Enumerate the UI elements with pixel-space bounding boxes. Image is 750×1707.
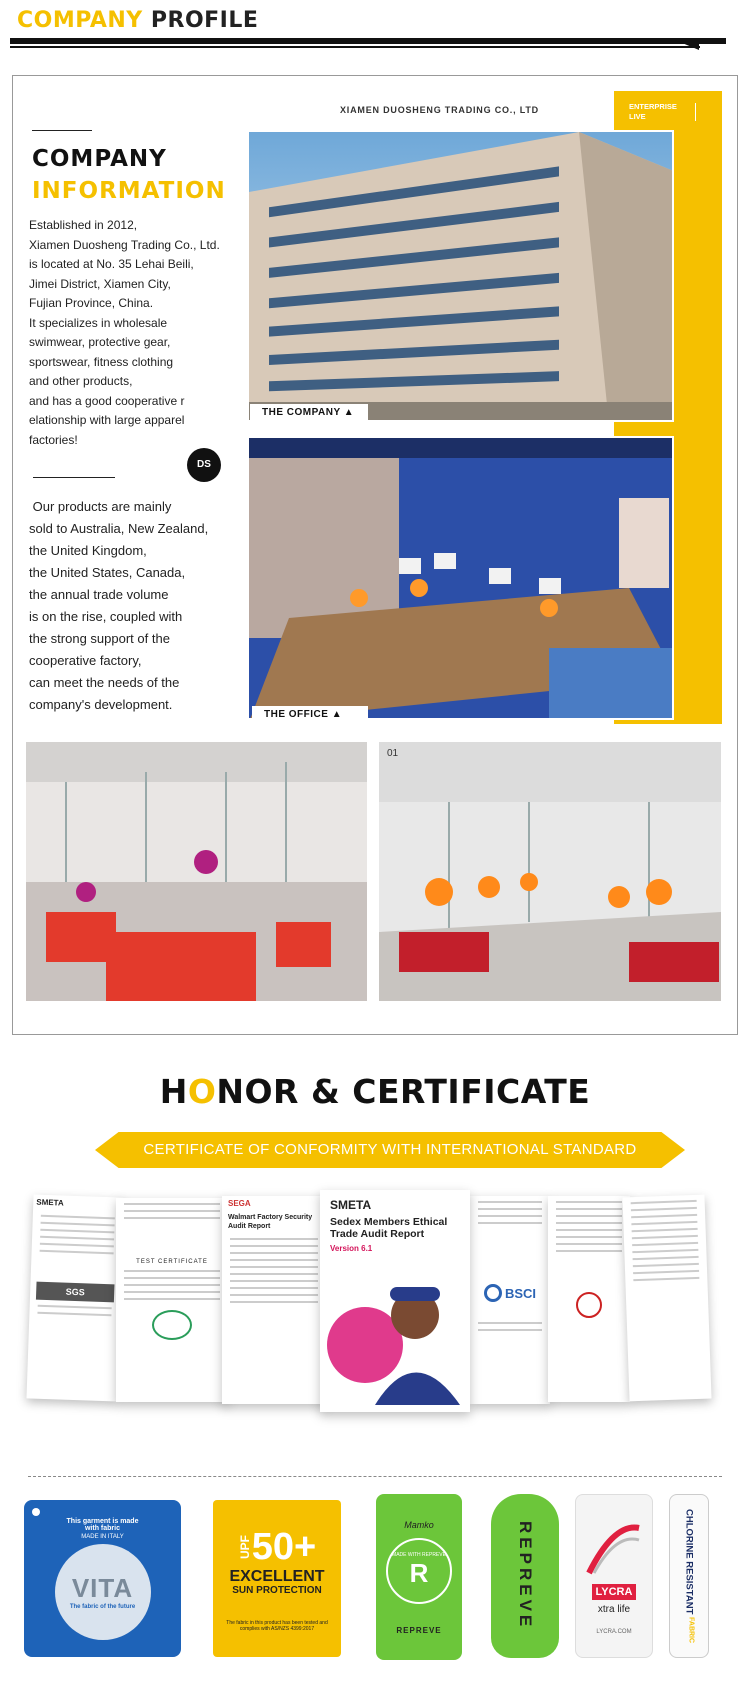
vita-top-text: This garment is made with fabric	[66, 1517, 139, 1532]
para1-line: swimwear, protective gear,	[29, 335, 171, 349]
cert-bsci-label: BSCI	[504, 1285, 537, 1301]
tag-chlorine	[669, 1494, 709, 1658]
lycra-url: LYCRA.COM	[596, 1628, 632, 1635]
divider-top	[32, 130, 92, 131]
para1-line: Jimei District, Xiamen City,	[29, 276, 171, 291]
certificate-sgs	[26, 1194, 123, 1401]
tag-repreve	[376, 1494, 462, 1660]
para1-line: elationship with large apparel	[29, 413, 185, 427]
bottle-text: REPREVE	[516, 1521, 535, 1631]
cert-green-seal	[152, 1310, 192, 1340]
certificate-smeta	[320, 1190, 470, 1412]
para2-line: the United States, Canada,	[29, 565, 186, 580]
enterprise-line2: LIVE	[629, 112, 646, 121]
page-header-title	[17, 8, 258, 33]
company-description	[29, 216, 229, 450]
chlorine-line1: CHLORINE RESISTANT	[683, 1509, 695, 1615]
para1-line: Established in 2012,	[29, 218, 138, 232]
divider-mid	[33, 477, 115, 478]
repreve-ring-text: MADE WITH REPREVE	[392, 1552, 446, 1558]
vita-name: VITA	[71, 1573, 134, 1603]
bsci-icon	[484, 1284, 502, 1302]
cert-bsci-mark	[470, 1284, 550, 1302]
chlorine-text	[684, 1509, 695, 1642]
lycra-sub: xtra life	[597, 1603, 631, 1615]
lycra-brand: LYCRA	[592, 1584, 637, 1600]
upf-sun-protection: SUN PROTECTION	[232, 1584, 322, 1596]
header-rule	[10, 38, 726, 44]
caption-the-company: THE COMPANY ▲	[250, 404, 368, 421]
certificate-walmart	[222, 1196, 326, 1404]
vita-sub: The fabric of the future	[69, 1604, 136, 1610]
para2-line: is on the rise, coupled with	[29, 609, 183, 624]
para1-line: Fujian Province, China.	[29, 296, 154, 310]
header-title-rest: PROFILE	[142, 8, 259, 33]
para2-line: Our products are mainly	[29, 499, 172, 514]
honor-title-rest: NOR & CERTIFICATE	[216, 1072, 591, 1111]
upf-excellent: EXCELLENT	[229, 1567, 325, 1585]
tag-upf	[213, 1500, 341, 1657]
photo-office	[247, 436, 674, 720]
company-markets	[29, 496, 234, 716]
para1-line: It specializes in wholesale	[29, 315, 168, 330]
cert-smeta-logo: SMETA	[330, 1198, 372, 1212]
para1-line: factories!	[29, 432, 78, 447]
company-name: XIAMEN DUOSHENG TRADING CO., LTD	[340, 105, 539, 115]
repreve-bottom: REPREVE	[396, 1625, 442, 1635]
photo-company-building	[247, 130, 674, 422]
header-title-accent: COMPANY	[17, 8, 143, 33]
cert-walmart-title: Walmart Factory Security Audit Report	[228, 1214, 313, 1230]
cert-red-seal	[576, 1292, 602, 1318]
para2-line: the annual trade volume	[29, 587, 169, 602]
repreve-letter: R	[409, 1558, 429, 1588]
photo-factory-2	[379, 742, 721, 1001]
vita-circle-logo	[55, 1544, 151, 1640]
certificate-last	[622, 1195, 711, 1402]
header-rule-thin	[10, 46, 700, 48]
repreve-circle	[386, 1538, 452, 1604]
upf-heading	[238, 1526, 316, 1569]
para2-line: company's development.	[29, 697, 173, 712]
para2-line: the strong support of the	[29, 631, 170, 646]
building-illustration	[249, 132, 674, 422]
caption-the-office: THE OFFICE ▲	[252, 706, 368, 723]
enterprise-divider	[695, 103, 696, 121]
ds-logo: DS	[187, 448, 221, 482]
honor-title	[0, 1072, 750, 1111]
para1-line: and has a good cooperative r	[29, 393, 185, 408]
para2-line: the United Kingdom,	[29, 543, 147, 558]
tag-hole	[32, 1508, 40, 1516]
para1-line: Xiamen Duosheng Trading Co., Ltd.	[29, 237, 220, 252]
honor-title-o: O	[187, 1072, 217, 1111]
certificate-test	[116, 1198, 228, 1402]
upf-label: UPF	[237, 1535, 252, 1559]
para1-line: is located at No. 35 Lehai Beili,	[29, 257, 194, 271]
cert-smeta-small: SMETA	[36, 1197, 64, 1208]
cert-smeta-version: Version 6.1	[330, 1244, 373, 1253]
company-info-heading-2: INFORMATION	[32, 178, 226, 204]
section-divider-dashed	[28, 1476, 722, 1477]
photo-factory-1	[26, 742, 367, 1001]
cert-sega-logo: SEGA	[228, 1199, 251, 1208]
upf-fine-print: The fabric in this product has been tested and complies with AS/NZS 4399:2017	[226, 1619, 328, 1632]
tag-lycra	[575, 1494, 653, 1658]
company-info-heading-1: COMPANY	[32, 146, 167, 172]
tag-bottle	[491, 1494, 559, 1658]
cert-sgs-label: SGS	[36, 1282, 115, 1303]
cert-smeta-title: Sedex Members Ethical Trade Audit Report	[330, 1216, 448, 1240]
para2-line: cooperative factory,	[29, 653, 142, 668]
header-notch	[675, 40, 699, 50]
vita-made-text: MADE IN ITALY	[81, 1533, 124, 1540]
certificate-bsci	[470, 1196, 550, 1404]
enterprise-label	[629, 102, 677, 122]
certificate-banner-text: CERTIFICATE OF CONFORMITY WITH INTERNATIONAL STANDARD	[143, 1141, 637, 1158]
lycra-swoosh-icon	[584, 1518, 644, 1578]
certificate-cnas	[548, 1196, 630, 1402]
factory-illustration-1	[26, 742, 367, 1001]
honor-title-h: H	[159, 1072, 188, 1111]
chlorine-line2: FABRIC	[687, 1616, 695, 1643]
para2-line: sold to Australia, New Zealand,	[29, 521, 209, 536]
tag-vita	[24, 1500, 181, 1657]
cert-test-title: TEST CERTIFICATE	[136, 1259, 208, 1265]
smeta-worker-illustration	[320, 1255, 470, 1405]
enterprise-line1: ENTERPRISE	[629, 102, 677, 111]
repreve-brand: Mamko	[404, 1519, 434, 1530]
para2-line: can meet the needs of the	[29, 675, 180, 690]
factory-illustration-2	[379, 742, 721, 1001]
para1-line: sportswear, fitness clothing	[29, 354, 174, 369]
para1-line: and other products,	[29, 374, 133, 388]
upf-number: 50+	[251, 1525, 317, 1568]
office-illustration	[249, 438, 674, 720]
svg-text:01: 01	[387, 748, 399, 759]
